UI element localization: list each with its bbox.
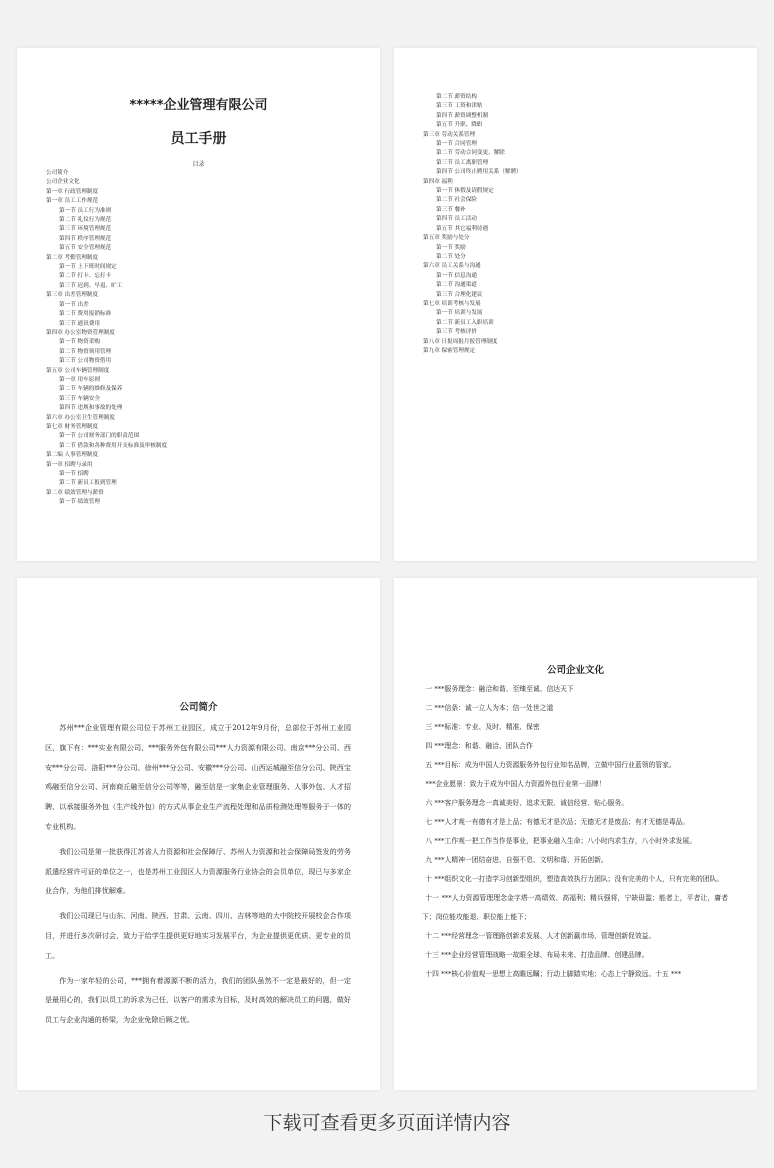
toc-entry: 第四章 福利 — [423, 178, 453, 185]
toc-entry: 第四节 员工活动 — [436, 216, 477, 223]
toc-entry: 第一章 行政管理制度 — [46, 188, 99, 195]
culture-item: 七 ***人才观一有德有才是上品；有德无才是次品；无德无才是废品；有才无德是毒品。 — [425, 818, 690, 826]
toc-entry: 第一节 培训与发展 — [436, 310, 483, 317]
toc-entry: 第一节 员工行为准则 — [59, 207, 112, 214]
culture-item: 二 ***信条：诚一立人为本；信一处世之道 — [425, 704, 554, 712]
toc-entry: 第一节 上下班时间规定 — [59, 264, 117, 271]
toc-entry: 第三节 通讯费用 — [59, 320, 100, 327]
table-of-contents — [46, 169, 167, 508]
culture-item: 十 ***组织文化一打造学习创新型组织，塑造高效执行力团队；没有完美的个人，只有完美的团队。 — [425, 875, 724, 883]
toc-entry: 第一节 合同管理 — [436, 141, 477, 148]
toc-entry: 第四节 公司终止聘用关系（解聘） — [436, 169, 522, 176]
toc-entry: 第二节 车辆的维修及保养 — [59, 386, 123, 393]
toc-entry: 第三节 工资和津贴 — [436, 103, 483, 110]
toc-entry: 公司简介 — [46, 170, 69, 176]
toc-entry: 第五节 升职、降职 — [436, 122, 483, 129]
toc-entry: 第一节 绩效管理 — [59, 499, 100, 506]
toc-entry: 第二节 处分 — [436, 253, 466, 260]
toc-entry: 第二节 打卡、忘打卡 — [59, 273, 112, 280]
toc-entry: 第二节 劳动合同变更、解除 — [436, 150, 505, 157]
table-of-contents-continued — [423, 93, 522, 356]
culture-item: 八 ***工作观一把工作当作是事业，把事业融入生命；八小时内求生存，八小时外求发展。 — [425, 837, 697, 845]
toc-entry: 第三章 出差管理制度 — [46, 292, 99, 299]
culture-item: 十一 ***人力资源管理理念金字塔一高绩效、高福利；精兵强将，宁缺毋滥；能者上，平者让，庸者下；岗位能攻能退、职位能上能下； — [422, 894, 728, 921]
toc-entry: 第一节 信息沟通 — [436, 272, 477, 279]
toc-entry: 第六章 员工关系与沟通 — [423, 263, 481, 270]
toc-entry: 第一节 出差 — [59, 301, 89, 308]
intro-body — [45, 718, 351, 1035]
culture-item: 十四 ***核心价值观一思想上高瞻远瞩；行动上脚踏实地；心态上宁静致远。十五 *** — [425, 970, 682, 978]
toc-entry: 第二章 绩效管理与薪资 — [46, 489, 104, 496]
culture-item: 九 ***人精神一团结奋进、自强不息、文明和谐、开拓创新。 — [425, 856, 608, 864]
toc-entry: 第七章 财务管理制度 — [46, 423, 99, 430]
section-title: 公司简介 — [179, 702, 218, 713]
toc-entry: 第三章 劳动关系管理 — [423, 131, 476, 138]
intro-paragraph: 苏州***企业管理有限公司位于苏州工业园区，成立于2012年9月份，总部位于苏州工业园区，旗下有：***实业有限公司、***服务外包有限公司***人力资源有限公司、南京***分公司、西安***分公司、洛阳***分公司、徐州***分公司、安徽***分公司、山西运城融至信分公司、陕西宝鸡融至信分公司、河南商丘融至信分公司等等，融至信是一家集企业管理服务、人事外包、人才招聘、以承接服务外包（生产线外包）的方式从事企业生产流程处理和品质检测处理等服务于一体的专业机构。 — [45, 723, 351, 831]
toc-entry: 第四节 秩序管理规范 — [59, 235, 112, 242]
toc-entry: 第三节 公司物资借用 — [59, 358, 112, 365]
culture-body — [422, 680, 728, 984]
toc-entry: 第三节 环境管理规范 — [59, 226, 112, 233]
toc-entry: 第四章 办公室物资管理制度 — [46, 329, 115, 336]
download-prompt[interactable]: 下载可查看更多页面详情内容 — [263, 1112, 511, 1134]
toc-entry: 第三节 迟到、早退、旷工 — [59, 282, 123, 289]
toc-entry: 第六章 办公室卫生管理制度 — [46, 414, 115, 421]
toc-entry: 第二节 新员工入职培训 — [436, 319, 494, 326]
toc-entry: 第二节 社会保险 — [436, 197, 477, 204]
toc-entry: 第三节 考核评价 — [436, 329, 477, 336]
toc-entry: 第二编 人事管理制度 — [46, 452, 99, 459]
handbook-title: 员工手册 — [170, 131, 227, 147]
company-intro-page — [17, 578, 380, 1090]
toc-entry: 第九章 保密管理规定 — [423, 347, 476, 354]
company-culture-page — [394, 578, 757, 1090]
toc-continued-page — [394, 48, 757, 561]
toc-entry: 第一节 公司财务部门的职责范围 — [59, 433, 140, 440]
culture-item: 一 ***服务理念：融洽和谐、至臻至诚、信达天下 — [425, 685, 574, 693]
toc-entry: 第二节 费用报销标准 — [59, 311, 112, 318]
toc-entry: 第八章 日报周报月报管理制度 — [423, 338, 498, 345]
intro-paragraph: 我们公司是第一批获得江苏省人力资源和社会保障厅、苏州人力资源和社会保障局签发的劳务派遣经营许可证的单位之一，也是苏州工业园区人力资源服务行业协会的会员单位，现已与多家企业合作，为他们排忧解难。 — [45, 846, 351, 896]
culture-item: 三 ***标准：专业、及时、精准、保密 — [425, 723, 540, 731]
toc-entry: 第二节 礼仪行为规范 — [59, 217, 112, 224]
toc-entry: 第三节 合理化建议 — [436, 291, 483, 298]
toc-entry: 第二节 物资领用管理 — [59, 348, 112, 355]
section-title: 公司企业文化 — [546, 665, 604, 676]
toc-entry: 第二节 新员工报到管理 — [59, 480, 117, 487]
toc-entry: 第一章 用车原则 — [59, 376, 100, 383]
toc-entry: 第一节 招聘 — [59, 471, 89, 477]
intro-paragraph: 我们公司现已与山东、河南、陕西、甘肃、云南、四川、吉林等地的大中院校开展校企合作项目，并进行多次研讨会，致力于给学生提供更好地实习发展平台，为企业提供更优质、更专业的员工。 — [45, 911, 351, 960]
toc-entry: 第七章 培训考核与发展 — [423, 300, 481, 307]
toc-entry: 公司企业文化 — [46, 179, 80, 186]
toc-entry: 第五章 奖励与处分 — [423, 235, 470, 242]
toc-entry: 第四节 薪资调整机制 — [436, 112, 489, 119]
toc-entry: 第二节 薪资结构 — [436, 94, 477, 100]
toc-entry: 第一节 休假及请假规定 — [436, 188, 494, 195]
toc-entry: 第三节 员工离职管理 — [436, 159, 489, 166]
toc-entry: 第三节 车辆安全 — [59, 395, 100, 402]
culture-item: 十三 ***企业经营管理战略一故眼全球、布局未来、打造品牌、创建品牌。 — [425, 951, 649, 959]
toc-entry: 第五章 公司车辆管理制度 — [46, 367, 110, 374]
intro-paragraph: 作为一家年轻的公司，***拥有着源源不断的活力，我们的团队虽然不一定是最好的，但一定是最用心的，我们以员工的诉求为己任，以客户的需求为目标，及时高效的解决员工的问题，做好员工与企业沟通的桥梁，为企业免除后顾之忧。 — [45, 975, 351, 1025]
culture-item: 六 ***客户服务理念一真诚美好、追求无限、诚信经营、贴心服务。 — [425, 799, 629, 807]
toc-entry: 第一节 物资采购 — [59, 339, 100, 346]
handbook-cover-page — [17, 48, 380, 561]
toc-entry: 第一章 招聘与录用 — [46, 461, 93, 468]
culture-item: 四 ***理念：和谐、融洽、团队合作 — [425, 742, 533, 750]
culture-item: 五 ***目标：成为中国人力资源服务外包行业知名品牌，立做中国行业蓝领的管家。 — [425, 761, 676, 769]
toc-heading: 目录 — [192, 161, 205, 168]
toc-entry: 第二节 借款和各种费用开支标准及审核制度 — [59, 442, 168, 449]
toc-entry: 第五节 其它福利待遇 — [436, 225, 489, 232]
toc-entry: 第三节 餐补 — [436, 206, 466, 213]
culture-item: 十二 ***经营理念一管理路创新求发展、人才创新赢市场、管理创新促效益。 — [425, 932, 656, 940]
toc-entry: 第二节 沟通渠道 — [436, 282, 477, 289]
company-title: *****企业管理有限公司 — [129, 98, 268, 113]
toc-entry: 第一章 员工工作规范 — [46, 198, 99, 205]
culture-item: ***企业愿景：致力于成为中国人力资源外包行业第一品牌！ — [425, 780, 606, 788]
toc-entry: 第一节 奖励 — [436, 244, 466, 251]
toc-entry: 第二章 考勤管理制度 — [46, 254, 99, 261]
toc-entry: 第五节 安全管理规范 — [59, 245, 112, 252]
toc-entry: 第四节 违规和事故的处理 — [59, 405, 123, 412]
